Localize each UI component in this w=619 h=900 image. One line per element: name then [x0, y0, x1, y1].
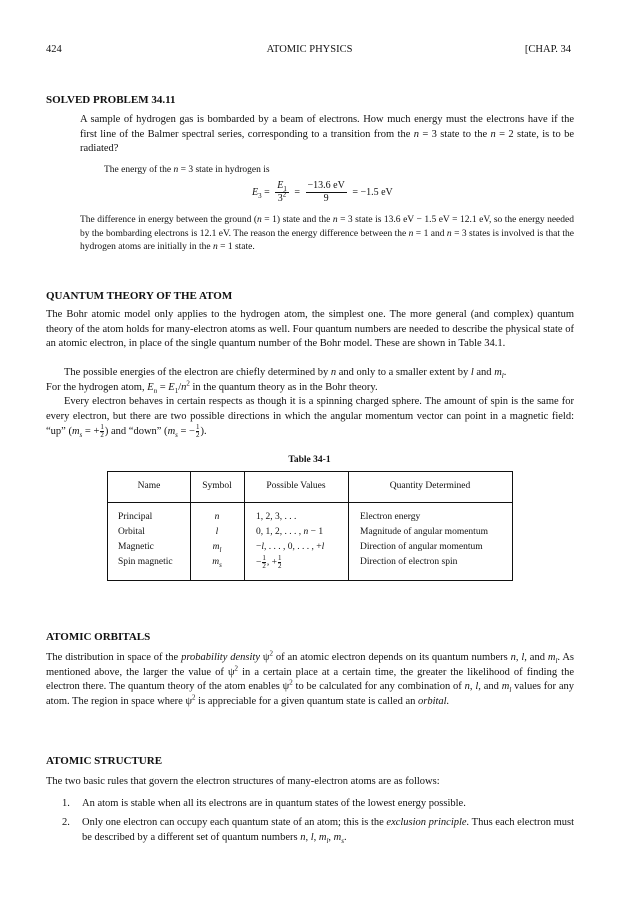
- table-row-quantity: Direction of electron spin: [360, 557, 458, 567]
- table-row-values: − $\frac{1}{2}$, + $\frac{1}{2}$: [256, 554, 282, 570]
- solution-intro: The energy of the n = 3 state in hydrogen is: [104, 165, 270, 175]
- solution-explanation: The difference in energy between the ground (n = 1) state and the n = 3 state is 13.6 eV − 1.5 eV = 12.1 eV, so the energy needed by the bombarding electrons is 12.1 eV. The reason the energy difference between the n = 1 and n = 3 states is involved is that the hydrogen atoms are initially in the n = 1 state.: [80, 215, 575, 252]
- quantum-paragraph-2: The possible energies of the electron are chiefly determined by n and only to a smaller extent by l and $m_l$. For the hydrogen atom, $E_n = E_1/n^2$ in the quantum theory as in the Bohr theory.: [46, 367, 507, 395]
- atomic-orbitals-title: ATOMIC ORBITALS: [46, 631, 151, 643]
- quantum-paragraph-1: The Bohr atomic model only applies to the hydrogen atom, the simplest one. The more general (and complex) quantum theory of the atom holds for many-electron atoms as well. Four quantum numbers are needed to describe the physical state of an atomic electron, in place of the single quantum number of the Bohr model. These are shown in Table 34.1.: [46, 309, 574, 349]
- page-number: 424: [46, 44, 62, 55]
- rule-number-2: 2.: [62, 817, 70, 828]
- table-row-symbol: n: [214, 512, 220, 522]
- table-row-name: Principal: [118, 512, 153, 522]
- quantum-paragraph-3: Every electron behaves in certain respects as though it is a spinning charged sphere. The amount of spin is the same for every electron, but there are two possible directions in which the angular momentum vector can point in a magnetic field: “up” ($m_s$ = + $\frac{1}{2}$) and “down” ($m_s$ = − $\frac{1}{2}$).: [46, 396, 574, 439]
- atomic-structure-title: ATOMIC STRUCTURE: [46, 755, 163, 767]
- energy-equation: $E_3$ = $\frac{E_1}{3^2}$ = $\frac{-13.6 eV}{9}$ = −1.5 eV: [252, 180, 393, 204]
- table-row-symbol: $m_l$: [212, 542, 222, 554]
- table-row-quantity: Electron energy: [360, 512, 421, 522]
- solved-problem-title: SOLVED PROBLEM 34.11: [46, 94, 176, 106]
- chapter-label: [CHAP. 34: [524, 44, 571, 55]
- eq-fraction-2: $\frac{-13.6 eV}{9}$: [307, 180, 345, 204]
- problem-question: A sample of hydrogen gas is bombarded by a beam of electrons. How much energy must the electrons have if the first line of the Balmer spectral series, corresponding to a transition from the n = 3 state to the n = 2 state, is to be radiated?: [80, 114, 574, 154]
- table-column-values: [256, 510, 324, 571]
- table-column-names: [118, 510, 173, 570]
- table-row-values: 1, 2, 3, . . .: [256, 512, 297, 522]
- rule-text-1: An atom is stable when all its electrons are in quantum states of the lowest energy possible.: [82, 798, 466, 809]
- table-row-name: Orbital: [118, 527, 145, 537]
- quantum-theory-title: QUANTUM THEORY OF THE ATOM: [46, 290, 233, 302]
- table-row-values: 0, 1, 2, . . . , n − 1: [256, 527, 324, 537]
- structure-intro: The two basic rules that govern the electron structures of many-electron atoms are as follows:: [46, 776, 440, 787]
- table-row-quantity: Magnitude of angular momentum: [360, 527, 488, 537]
- orbitals-paragraph: The distribution in space of the probability density $\psi^2$ of an atomic electron depends on its quantum numbers n, l, and $m_l$. As mentioned above, the larger the value of $\psi^2$ in a certain place at a certain time, the greater the likelihood of finding the electron there. The quantum theory of the atom enables $\psi^2$ to be calculated for any combination of n, l, and $m_l$ values for any atom. The region in space where $\psi^2$ is appreciable for a given quantum state is called an orbital.: [46, 649, 575, 707]
- table-row-symbol: l: [215, 527, 219, 537]
- rule-number-1: 1.: [62, 798, 70, 809]
- table-column-quantities: [360, 510, 488, 570]
- table-header-values: Possible Values: [266, 481, 326, 491]
- table-header-quantity: Quantity Determined: [389, 481, 471, 491]
- table-column-symbols: [190, 510, 244, 570]
- table-row-name: Spin magnetic: [118, 557, 173, 567]
- table-row-name: Magnetic: [118, 542, 154, 552]
- table-row-symbol: $m_s$: [212, 557, 222, 569]
- running-title: ATOMIC PHYSICS: [266, 44, 353, 55]
- table-header-name: Name: [137, 481, 161, 491]
- table-caption: Table 34-1: [288, 455, 331, 465]
- quantum-numbers-table: [107, 471, 513, 581]
- table-row-quantity: Direction of angular momentum: [360, 542, 483, 552]
- rule-text-2: Only one electron can occupy each quantum state of an atom; this is the exclusion principle. Thus each electron must be described by a different set of quantum numbers n, l, $m_l$, $m_s$.: [82, 817, 574, 845]
- table-row-values: −l, . . . , 0, . . . , +l: [256, 542, 325, 552]
- table-header-symbol: Symbol: [202, 481, 232, 491]
- eq-fraction-1: $\frac{E_1}{3^2}$: [277, 180, 287, 204]
